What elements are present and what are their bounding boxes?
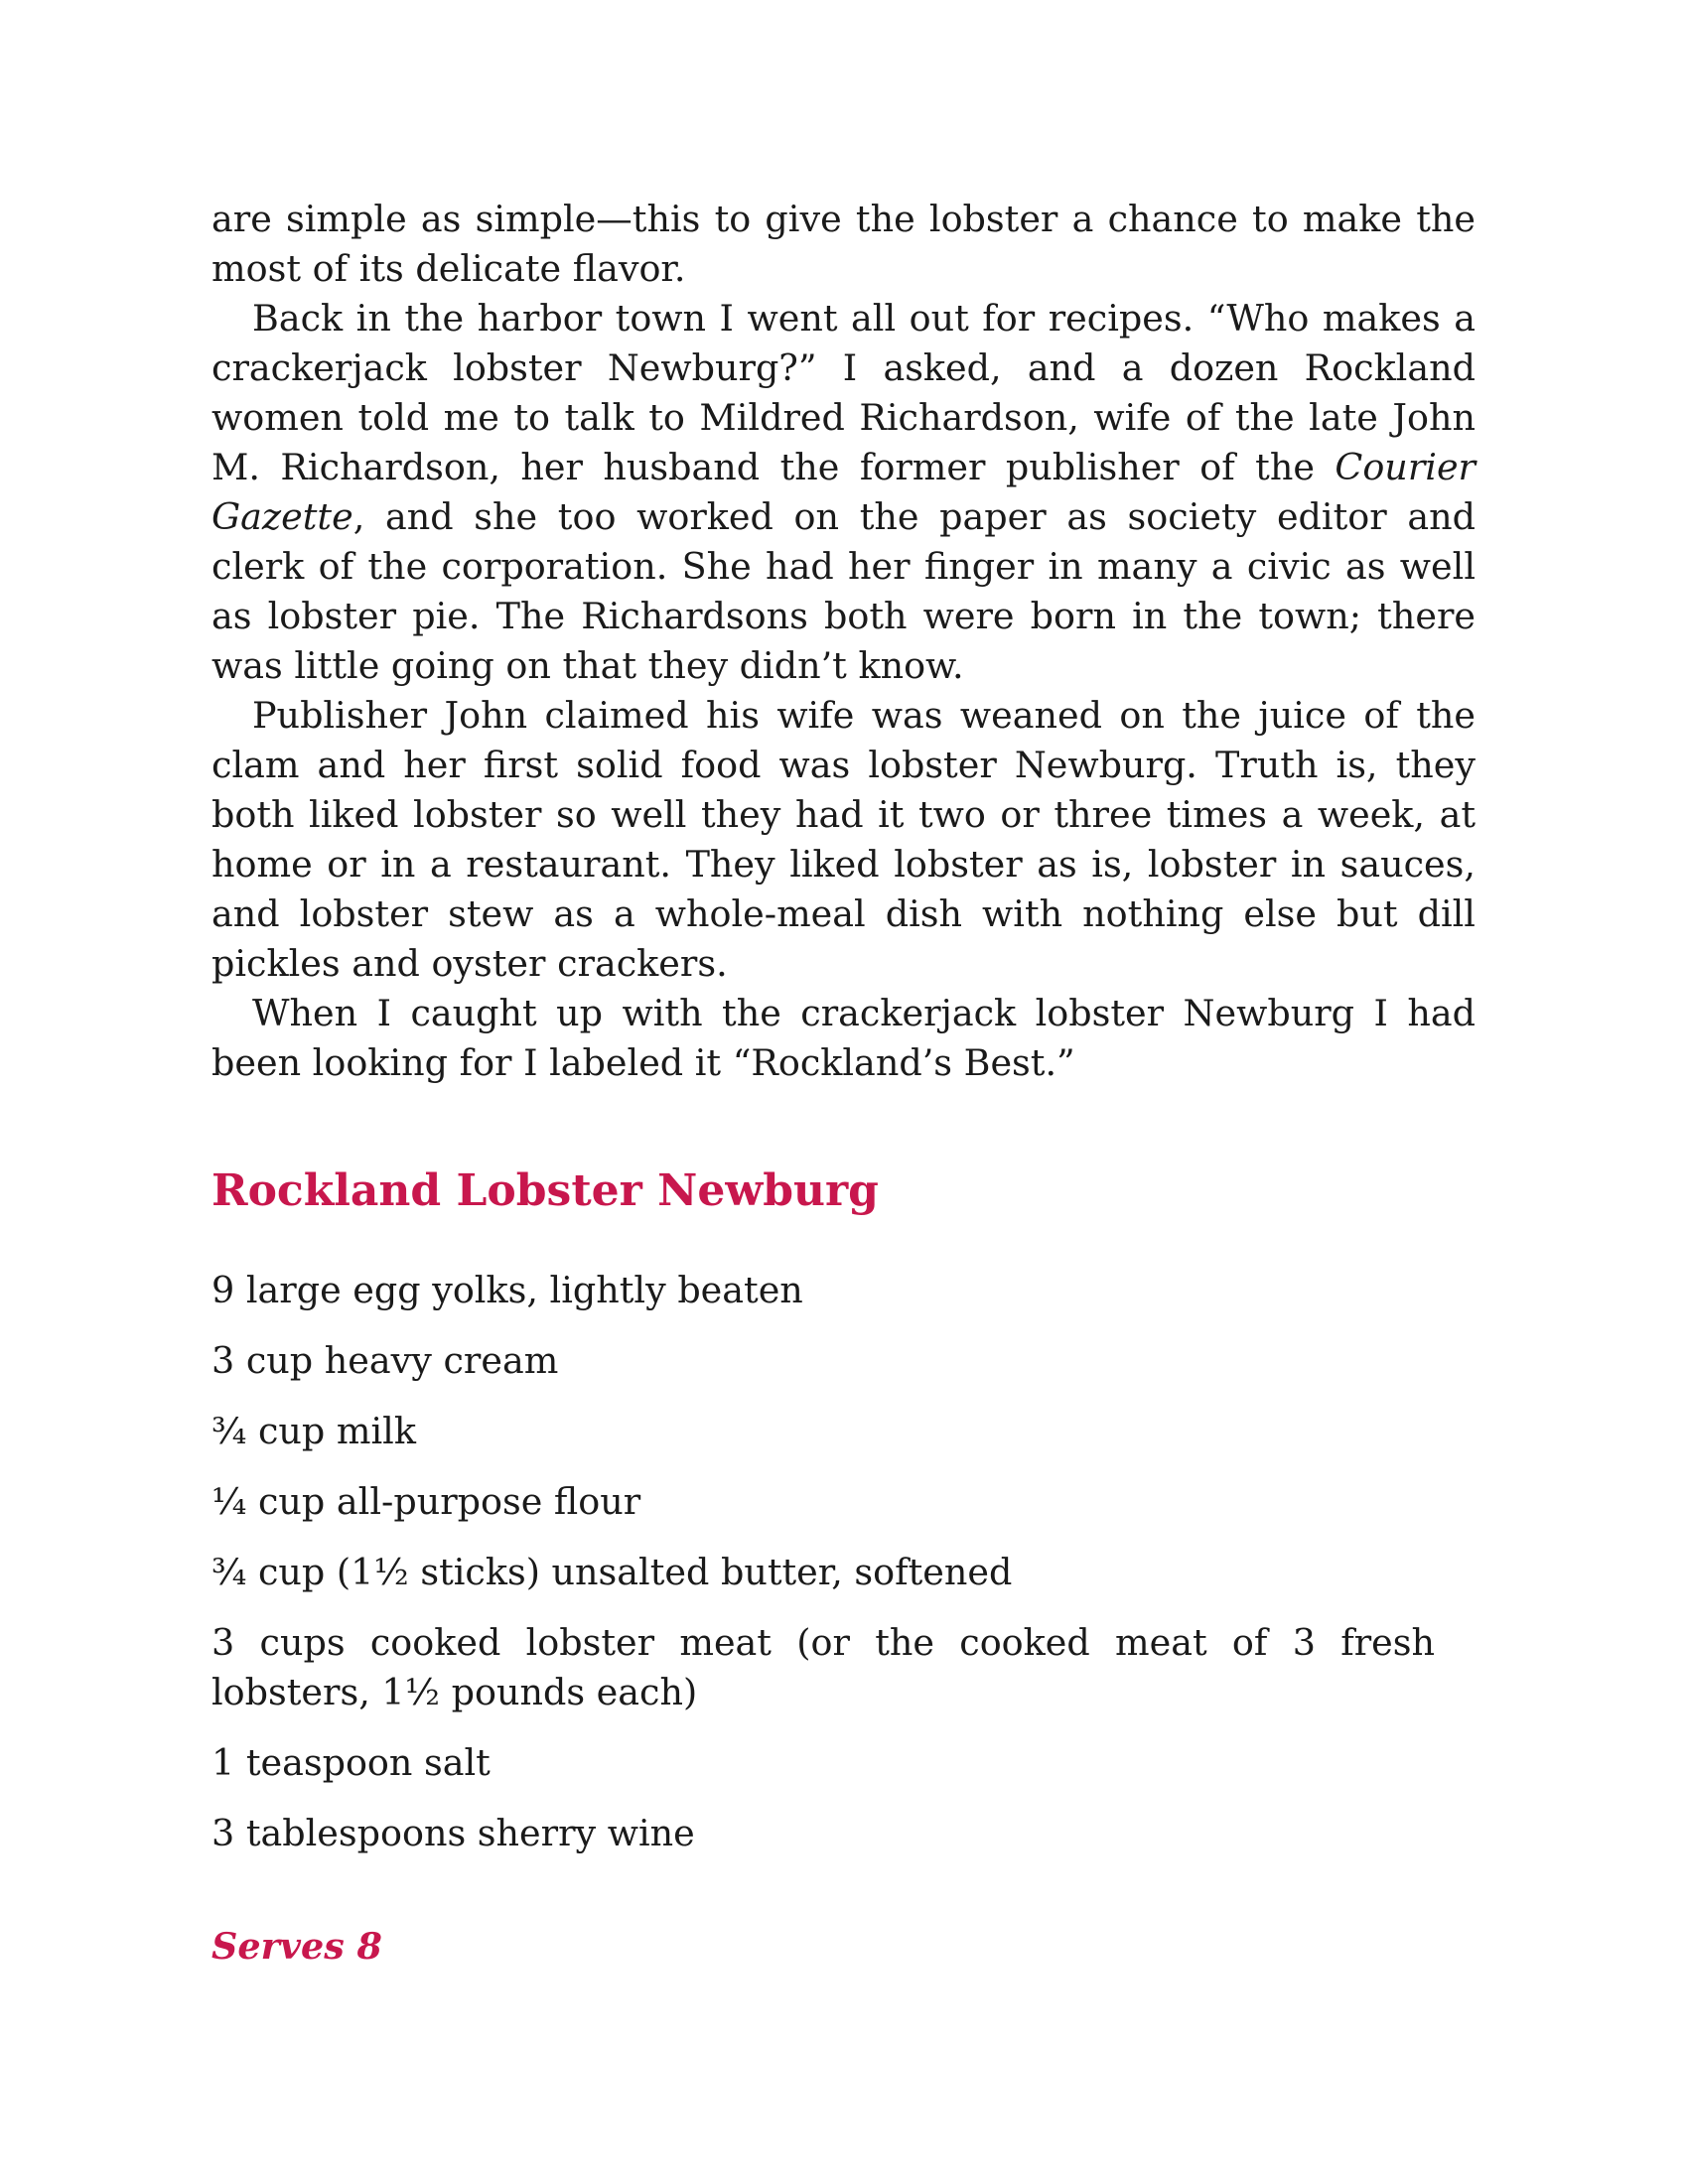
ingredient-item: 3 cups cooked lobster meat (or the cooked meat of 3 fresh lobsters, 1½ pounds each) [211,1621,1435,1713]
ingredient-item: ¼ cup all-purpose flour [211,1480,641,1523]
ingredient-list [211,1266,1435,1879]
ingredient-item: ¾ cup (1½ sticks) unsalted butter, softened [211,1551,1013,1593]
ingredient-item: ¾ cup milk [211,1410,416,1452]
ingredient-item: 9 large egg yolks, lightly beaten [211,1269,803,1311]
paragraph-1: are simple as simple—this to give the lobster a chance to make the most of its delicate flavor. [211,198,1476,290]
ingredient-item: 3 cup heavy cream [211,1339,559,1382]
paragraph-2-text-a: Back in the harbor town I went all out for recipes. “Who makes a crackerjack lobster Newburg?” I asked, and a dozen Rockland women told me to talk to Mildred Richardson, wife of the late John M. Richardson, her husband the former publisher of the [211,297,1476,488]
paragraph-3: Publisher John claimed his wife was weaned on the juice of the clam and her first solid food was lobster Newburg. Truth is, they both liked lobster so well they had it two or three times a week, at home or in a restaurant. They liked lobster as is, lobster in sauces, and lobster stew as a whole-meal dish with nothing else but dill pickles and oyster crackers. [211,694,1476,985]
newspaper-title: Courier Gazette [211,446,1476,538]
paragraph-4: When I caught up with the crackerjack lobster Newburg I had been looking for I labeled it “Rockland’s Best.” [211,992,1476,1084]
serves-label: Serves 8 [211,1925,382,1968]
recipe-title: Rockland Lobster Newburg [211,1165,879,1216]
ingredient-item: 1 teaspoon salt [211,1741,491,1784]
body-text [211,195,1476,1088]
paragraph-2 [211,294,1476,691]
ingredient-item: 3 tablespoons sherry wine [211,1812,695,1854]
paragraph-2-text-b: , and she too worked on the paper as society editor and clerk of the corporation. She had her finger in many a civic as well as lobster pie. The Richardsons both were born in the town; there was little going on that they didn’t know. [211,495,1476,687]
